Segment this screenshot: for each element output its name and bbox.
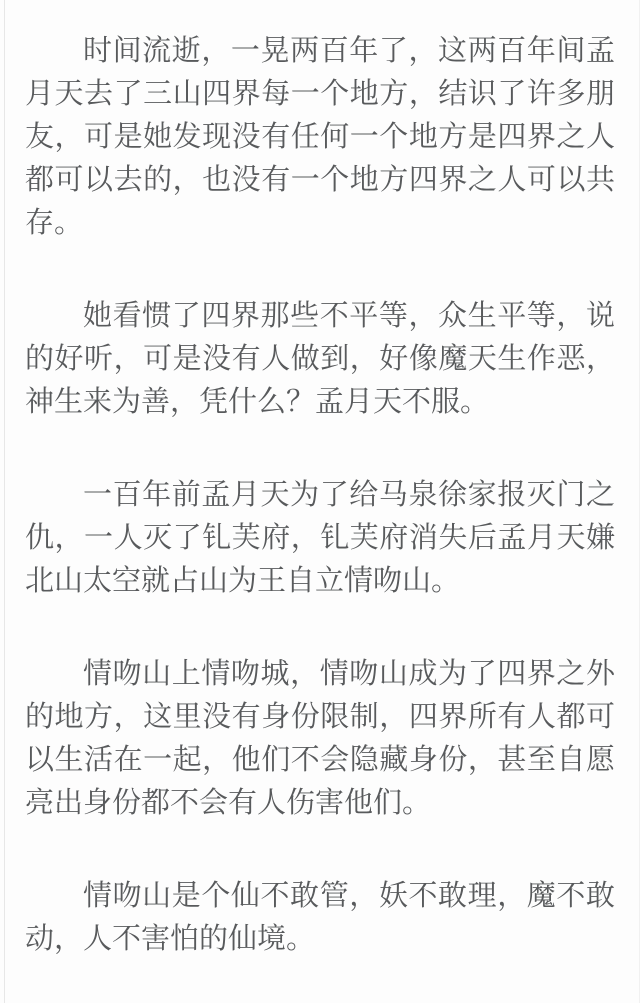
story-paragraph: 情吻山上情吻城，情吻山成为了四界之外的地方，这里没有身份限制，四界所有人都可以生活在一起，他们不会隐藏身份，甚至自愿亮出身份都不会有人伤害他们。 bbox=[25, 658, 615, 819]
story-paragraph: 时间流逝，一晃两百年了，这两百年间孟月天去了三山四界每一个地方，结识了许多朋友，可是她发现没有任何一个地方是四界之人都可以去的，也没有一个地方四界之人可以共存。 bbox=[25, 35, 615, 239]
story-paragraph: 情吻山是个仙不敢管，妖不敢理，魔不敢动，人不害怕的仙境。 bbox=[25, 880, 615, 955]
story-paragraph: 一百年前孟月天为了给马泉徐家报灭门之仇，一人灭了钆芙府，钆芙府消失后孟月天嫌北山太空就占山为王自立情吻山。 bbox=[25, 479, 615, 597]
story-paragraph: 她看惯了四界那些不平等，众生平等，说的好听，可是没有人做到，好像魔天生作恶，神生来为善，凭什么？孟月天不服。 bbox=[25, 300, 615, 418]
